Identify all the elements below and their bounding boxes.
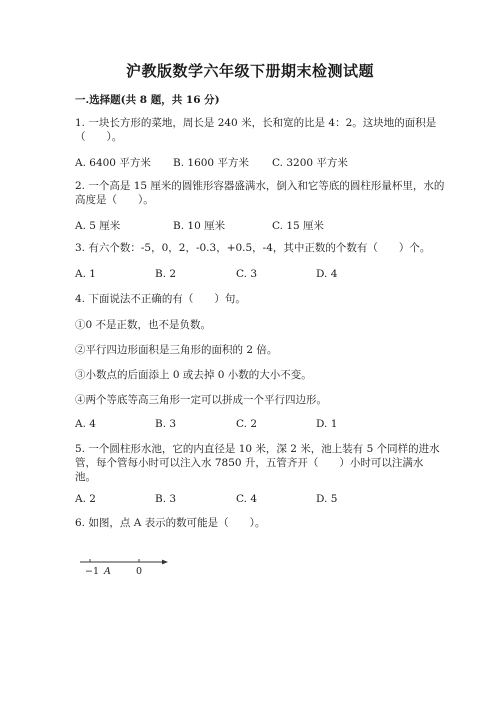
label-point-a: A <box>104 566 111 577</box>
q6-line-1: 6. 如图，点 A 表示的数可能是（ ）。 <box>75 517 266 529</box>
q5-line-1: 5. 一个圆柱形水池，它的内直径是 10 米，深 2 米，池上装有 5 个同样的进水 <box>75 443 440 455</box>
q3-option-a[interactable]: A. 1 <box>75 268 96 280</box>
arrow-right-icon <box>162 560 168 565</box>
q2-option-b[interactable]: B. 10 厘米 <box>173 220 226 232</box>
q2-option-c[interactable]: C. 15 厘米 <box>272 220 325 232</box>
q2-option-a[interactable]: A. 5 厘米 <box>75 220 121 232</box>
q2-line-2: 高度是（ ）。 <box>75 194 154 206</box>
q1-line-1: 1. 一块长方形的菜地，周长是 240 米，长和宽的比是 4：2。这块地的面积是 <box>75 117 437 129</box>
q4-line-1: 4. 下面说法不正确的有（ ）句。 <box>75 293 246 305</box>
q5-option-c[interactable]: C. 4 <box>236 493 258 505</box>
q4-option-b[interactable]: B. 3 <box>155 418 177 430</box>
exam-title: 沪教版数学六年级下册期末检测试题 <box>125 62 374 80</box>
q4-option-d[interactable]: D. 1 <box>316 418 338 430</box>
q1-option-c[interactable]: C. 3200 平方米 <box>272 157 348 169</box>
q4-statement-4: ④两个等底等高三角形一定可以拼成一个平行四边形。 <box>75 394 327 406</box>
section-heading: 一.选择题(共 8 题，共 16 分) <box>75 94 220 106</box>
q3-option-c[interactable]: C. 3 <box>236 268 258 280</box>
q3-option-b[interactable]: B. 2 <box>155 268 177 280</box>
label-zero: 0 <box>136 566 143 577</box>
q4-statement-1: ①0 不是正数，也不是负数。 <box>75 319 212 331</box>
q4-option-a[interactable]: A. 4 <box>75 418 96 430</box>
q1-line-2: （ ）。 <box>75 131 123 143</box>
label-neg1: −1 <box>85 566 100 577</box>
q4-statement-3: ③小数点的后面添上 0 或去掉 0 小数的大小不变。 <box>75 369 312 381</box>
q5-option-d[interactable]: D. 5 <box>316 493 338 505</box>
q1-option-b[interactable]: B. 1600 平方米 <box>173 157 249 169</box>
q3-option-d[interactable]: D. 4 <box>316 268 338 280</box>
q5-line-3: 池。 <box>75 471 96 483</box>
q4-statement-2: ②平行四边形面积是三角形的面积的 2 倍。 <box>75 344 278 356</box>
q3-line-1: 3. 有六个数：-5，0，2，-0.3，+0.5，-4，其中正数的个数有（ ）个。 <box>75 242 431 254</box>
q2-line-1: 2. 一个高是 15 厘米的圆锥形容器盛满水，倒入和它等底的圆柱形量杯里，水的 <box>75 180 445 192</box>
q5-option-a[interactable]: A. 2 <box>75 493 96 505</box>
q1-option-a[interactable]: A. 6400 平方米 <box>75 157 151 169</box>
q5-option-b[interactable]: B. 3 <box>155 493 177 505</box>
number-line-figure <box>78 556 178 580</box>
q5-line-2: 管，每个管每小时可以注入水 7850 升，五管齐开（ ）小时可以注满水 <box>75 457 424 469</box>
q4-option-c[interactable]: C. 2 <box>236 418 258 430</box>
